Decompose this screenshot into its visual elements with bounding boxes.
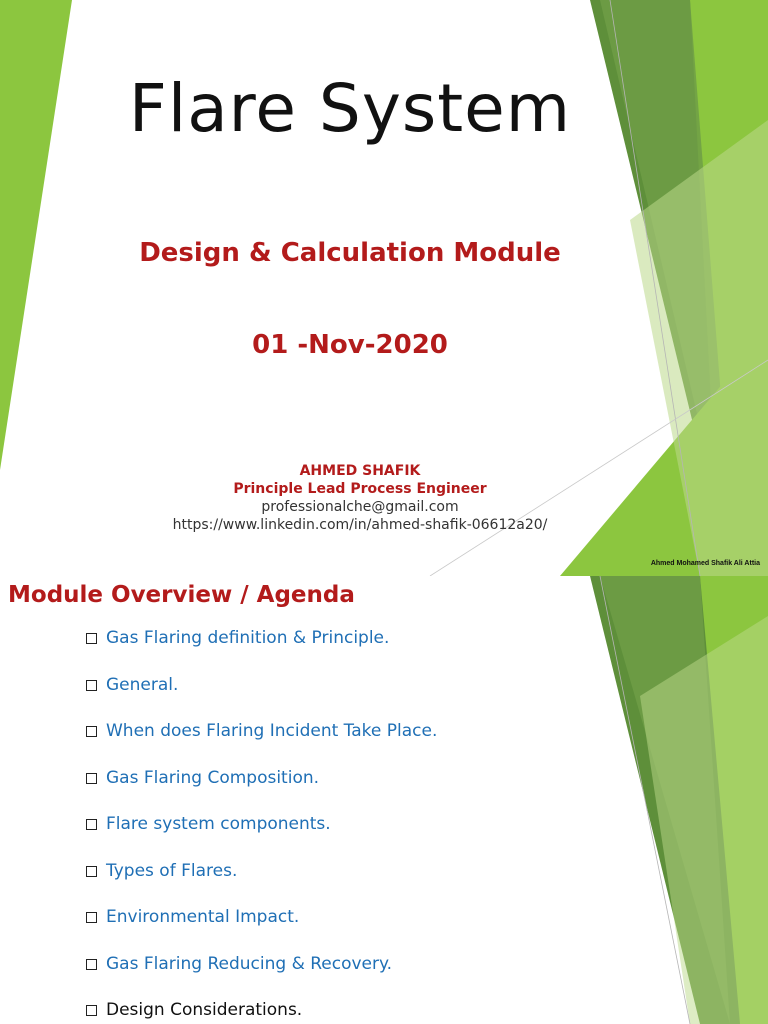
- checkbox-bullet-icon: [86, 1005, 97, 1016]
- agenda-item-label: Gas Flaring Reducing & Recovery.: [106, 953, 393, 974]
- slide-subtitle: Design & Calculation Module: [139, 238, 561, 268]
- author-name: AHMED SHAFIK: [299, 463, 421, 479]
- list-item: [86, 814, 437, 861]
- list-item: [86, 861, 437, 908]
- checkbox-bullet-icon: [86, 819, 97, 830]
- checkbox-bullet-icon: [86, 773, 97, 784]
- agenda-item-label: General.: [106, 674, 179, 695]
- agenda-item-label: When does Flaring Incident Take Place.: [106, 721, 438, 741]
- agenda-slide: [0, 576, 768, 1024]
- checkbox-bullet-icon: [86, 633, 97, 644]
- checkbox-bullet-icon: [86, 866, 97, 877]
- checkbox-bullet-icon: [86, 912, 97, 923]
- author-role: Principle Lead Process Engineer: [233, 481, 487, 497]
- agenda-item-label: Design Considerations.: [106, 1000, 303, 1020]
- agenda-list: [86, 628, 437, 1024]
- author-block: [0, 462, 720, 534]
- list-item: [86, 675, 437, 722]
- agenda-item-label: Environmental Impact.: [106, 907, 300, 927]
- agenda-heading: Module Overview / Agenda: [8, 582, 355, 608]
- author-email[interactable]: professionalche@gmail.com: [261, 499, 459, 515]
- list-item: [86, 1000, 437, 1024]
- list-item: [86, 907, 437, 954]
- checkbox-bullet-icon: [86, 726, 97, 737]
- checkbox-bullet-icon: [86, 680, 97, 691]
- author-linkedin-link[interactable]: https://www.linkedin.com/in/ahmed-shafik-06612a20/: [172, 517, 548, 533]
- agenda-item-label: Gas Flaring Composition.: [106, 767, 320, 788]
- checkbox-bullet-icon: [86, 959, 97, 970]
- list-item: [86, 954, 437, 1001]
- list-item: [86, 768, 437, 815]
- list-item: [86, 721, 437, 768]
- agenda-item-label: Types of Flares.: [106, 860, 238, 881]
- slide-title: Flare System: [128, 70, 572, 147]
- agenda-item-label: Gas Flaring definition & Principle.: [106, 628, 390, 648]
- agenda-item-label: Flare system components.: [106, 814, 331, 834]
- list-item: [86, 628, 437, 675]
- slide-date: 01 -Nov-2020: [252, 330, 448, 360]
- footer-credit: Ahmed Mohamed Shafik Ali Attia: [650, 560, 760, 567]
